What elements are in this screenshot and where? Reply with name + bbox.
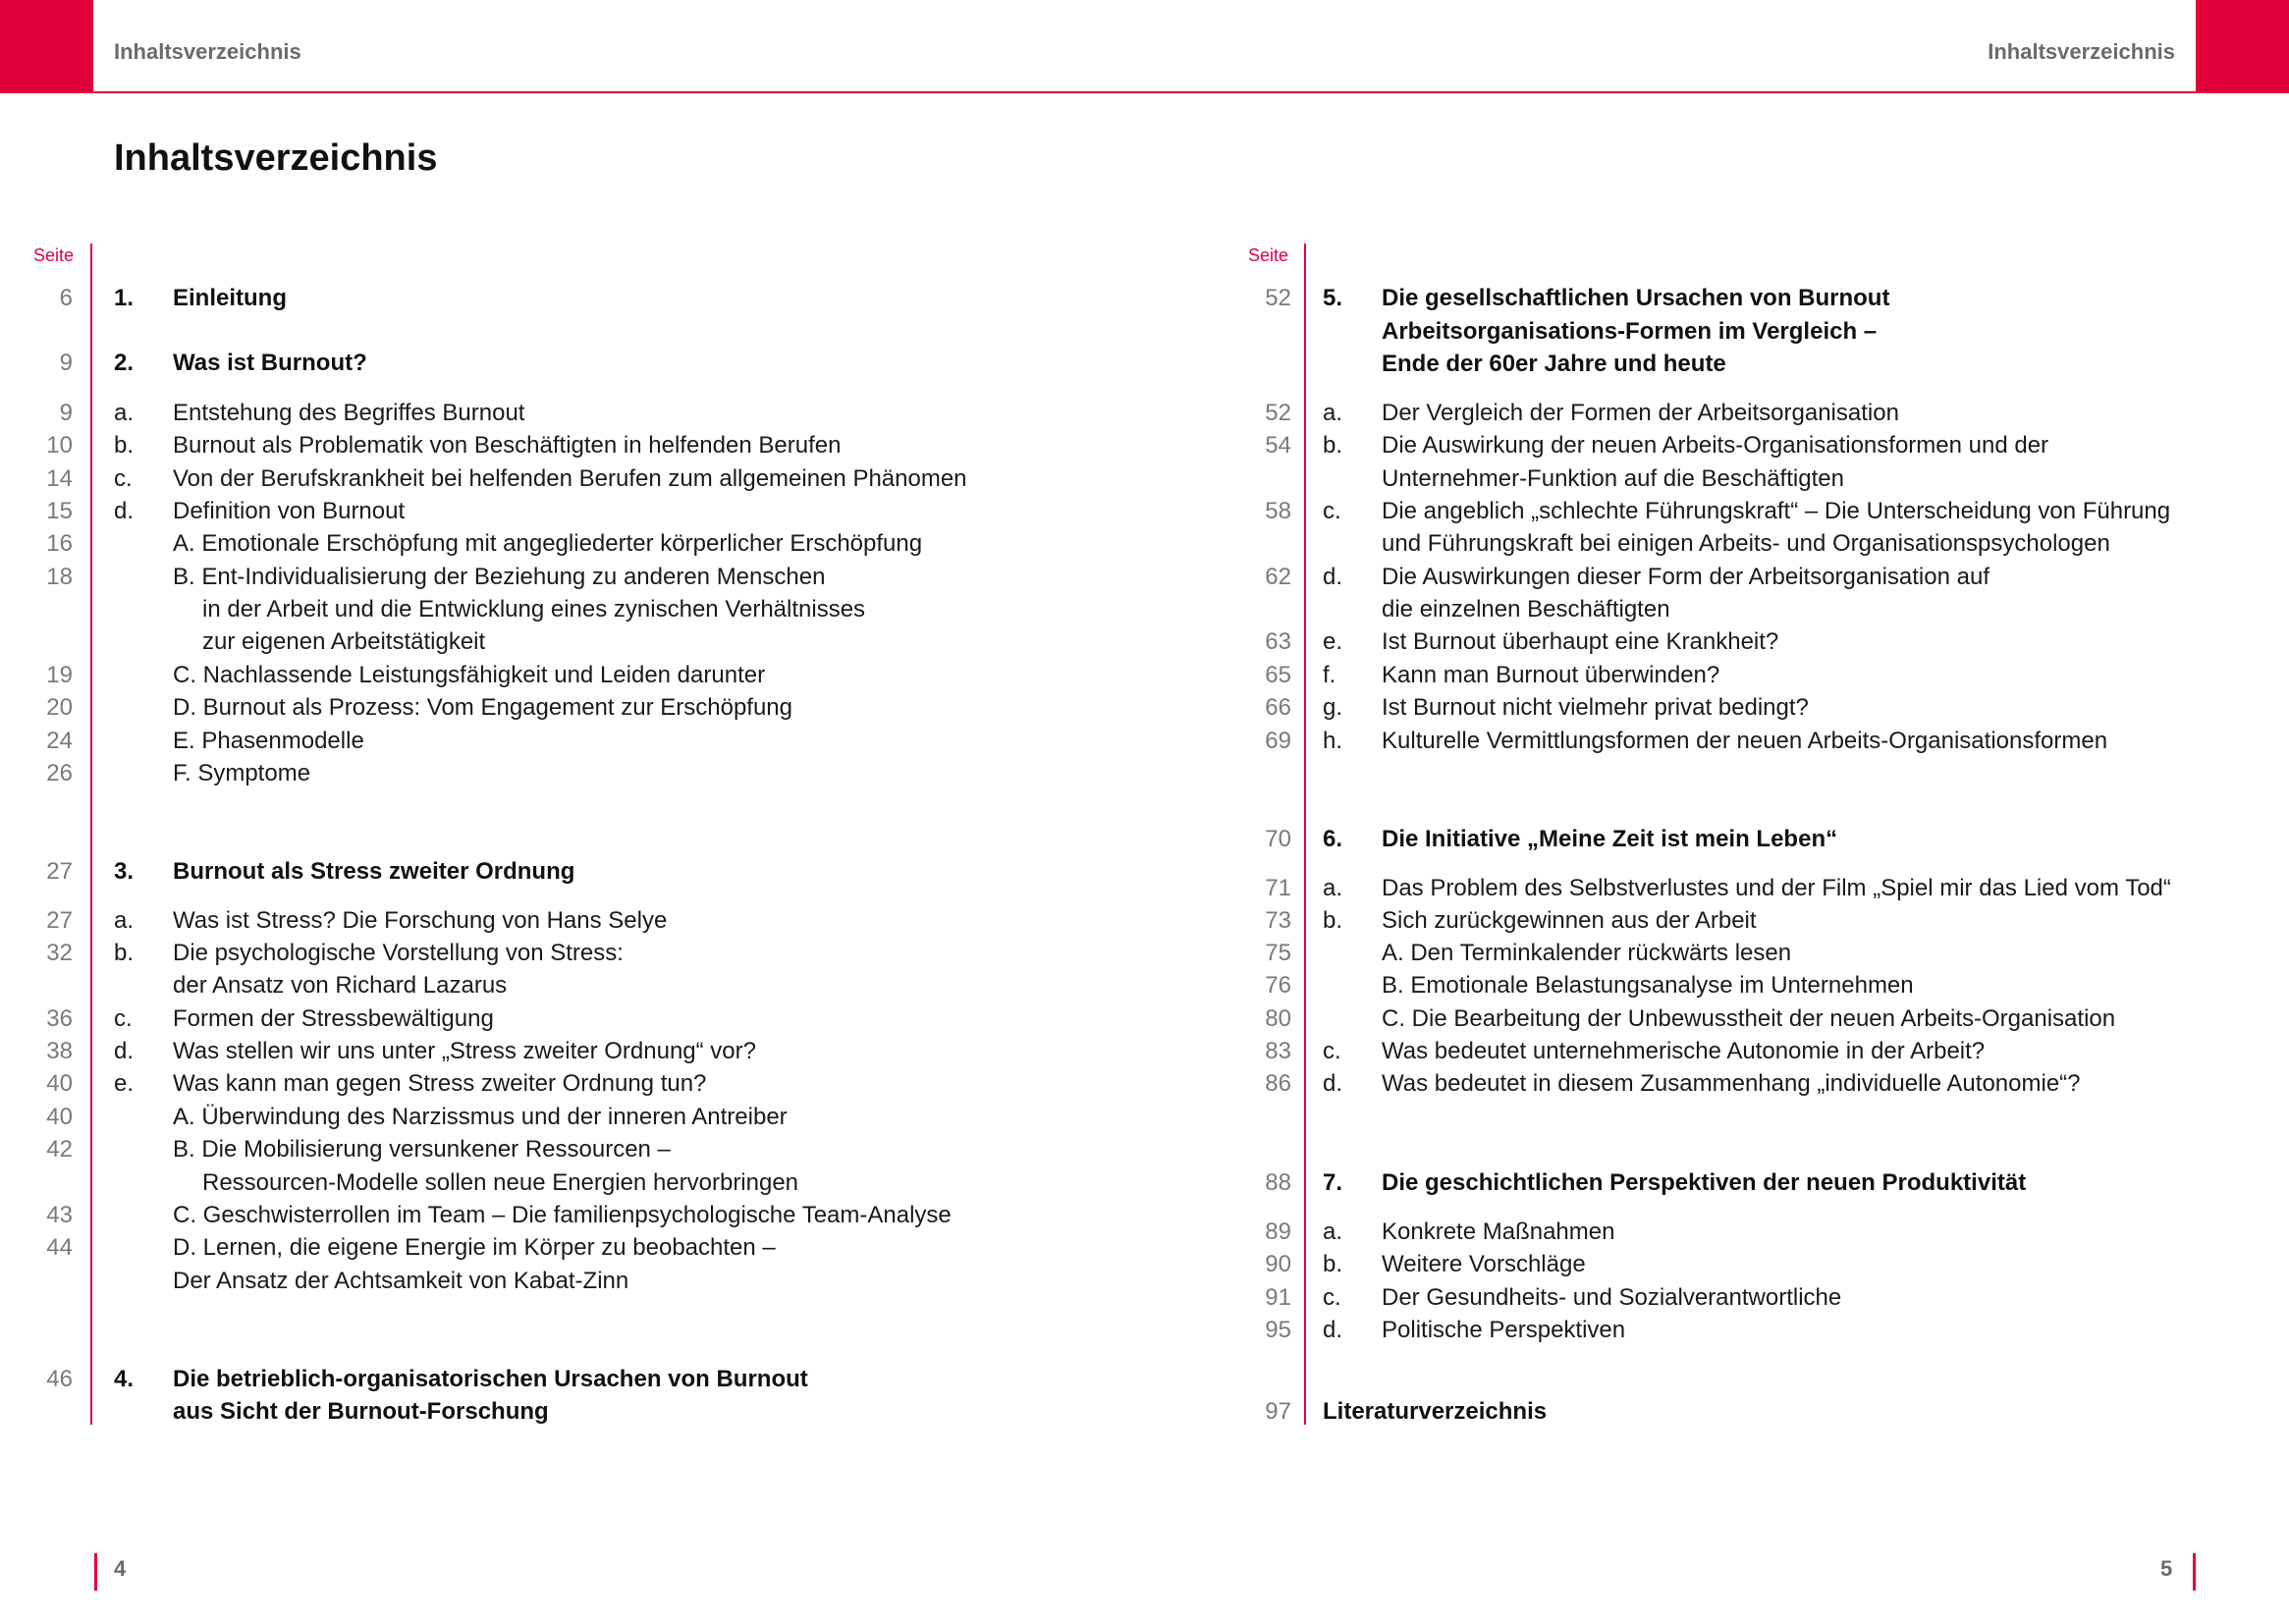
toc-entry-text[interactable]: Definition von Burnout: [173, 498, 406, 524]
seite-label-right: Seite: [1248, 245, 1289, 265]
toc-entry-label: d.: [114, 498, 135, 524]
toc-entry-label: 1.: [114, 285, 135, 311]
toc-page-number: 44: [46, 1234, 73, 1261]
toc-entry-label: c.: [1323, 1284, 1341, 1311]
toc-page-number: 40: [46, 1104, 73, 1130]
toc-entry-text[interactable]: Sich zurückgewinnen aus der Arbeit: [1382, 907, 1757, 934]
toc-entry-label: c.: [114, 1005, 133, 1032]
toc-entry-label: d.: [114, 1038, 135, 1064]
toc-chapter-title[interactable]: Was ist Burnout?: [173, 350, 367, 376]
toc-entry-text[interactable]: Die psychologische Vorstellung von Stress:: [173, 940, 624, 966]
toc-chapter-title[interactable]: Arbeitsorganisations-Formen im Vergleich –: [1382, 318, 1878, 345]
toc-entry-label: d.: [1323, 564, 1343, 590]
toc-entry-text[interactable]: Was bedeutet unternehmerische Autonomie in der Arbeit?: [1382, 1038, 1986, 1064]
toc-entry-text[interactable]: Die Auswirkungen dieser Form der Arbeitsorganisation auf: [1382, 564, 1989, 590]
toc-page-number: 69: [1265, 728, 1291, 754]
toc-entry-text[interactable]: Burnout als Problematik von Beschäftigten in helfenden Berufen: [173, 432, 842, 459]
toc-chapter-title[interactable]: Ende der 60er Jahre und heute: [1382, 351, 1726, 377]
toc-entry-label: g.: [1323, 694, 1343, 721]
toc-entry-text[interactable]: A. Den Terminkalender rückwärts lesen: [1382, 940, 1792, 966]
toc-page-number: 63: [1265, 628, 1291, 655]
footer-page-left: 4: [114, 1556, 127, 1581]
toc-entry-text[interactable]: D. Lernen, die eigene Energie im Körper zu beobachten –: [173, 1234, 776, 1261]
toc-page-number: 58: [1265, 498, 1291, 524]
toc-entry-label: c.: [1323, 498, 1341, 524]
toc-page-number: 88: [1265, 1169, 1291, 1196]
toc-chapter-title[interactable]: Die betrieblich-organisatorischen Ursachen von Burnout: [173, 1366, 808, 1392]
toc-entry-text[interactable]: Der Vergleich der Formen der Arbeitsorganisation: [1382, 400, 1899, 426]
footer-rule-left: [94, 1553, 97, 1591]
toc-entry-text[interactable]: der Ansatz von Richard Lazarus: [173, 972, 508, 999]
toc-page-number: 52: [1265, 400, 1291, 426]
toc-entry-text[interactable]: zur eigenen Arbeitstätigkeit: [202, 628, 486, 655]
toc-page-number: 90: [1265, 1251, 1291, 1277]
toc-page-number: 32: [46, 940, 73, 966]
toc-entry-label: d.: [1323, 1070, 1343, 1097]
toc-page-number: 66: [1265, 694, 1291, 721]
toc-page-number: 65: [1265, 662, 1291, 688]
toc-chapter-title[interactable]: Die gesellschaftlichen Ursachen von Burnout: [1382, 285, 1890, 311]
toc-chapter-title[interactable]: Burnout als Stress zweiter Ordnung: [173, 858, 575, 885]
toc-entry-label: a.: [1323, 1218, 1343, 1245]
toc-page-number: 46: [46, 1366, 73, 1392]
toc-page-number: 80: [1265, 1005, 1291, 1032]
header-rule: [93, 91, 2196, 93]
toc-entry-text[interactable]: B. Emotionale Belastungsanalyse im Unternehmen: [1382, 972, 1914, 999]
column-rule-left: [90, 244, 92, 1425]
toc-chapter-title[interactable]: Die geschichtlichen Perspektiven der neuen Produktivität: [1382, 1169, 2027, 1196]
toc-entry-label: c.: [114, 465, 133, 492]
toc-entry-label: d.: [1323, 1317, 1343, 1343]
header-corner-right: [2196, 0, 2289, 93]
toc-entry-label: b.: [1323, 432, 1343, 459]
toc-page-number: 20: [46, 694, 73, 721]
toc-entry-label: e.: [114, 1070, 135, 1097]
toc-page-number: 14: [46, 465, 73, 492]
toc-page-number: 15: [46, 498, 73, 524]
toc-entry-label: e.: [1323, 628, 1343, 655]
toc-page-number: 38: [46, 1038, 73, 1064]
toc-entry-label: b.: [114, 940, 135, 966]
toc-entry-label: a.: [1323, 400, 1343, 426]
toc-entry-text[interactable]: A. Emotionale Erschöpfung mit angegliederter körperlicher Erschöpfung: [173, 530, 923, 557]
toc-entry-text[interactable]: B. Die Mobilisierung versunkener Ressourcen –: [173, 1136, 671, 1163]
toc-page-number: 9: [59, 400, 73, 426]
toc-page-number: 86: [1265, 1070, 1291, 1097]
toc-page-number: 52: [1265, 285, 1291, 311]
toc-entry-text[interactable]: Weitere Vorschläge: [1382, 1251, 1586, 1277]
toc-entry-text[interactable]: Ist Burnout überhaupt eine Krankheit?: [1382, 628, 1779, 655]
toc-page-number: 24: [46, 728, 73, 754]
toc-entry-text[interactable]: Der Ansatz der Achtsamkeit von Kabat-Zinn: [173, 1268, 629, 1294]
toc-chapter-title[interactable]: Die Initiative „Meine Zeit ist mein Leben“: [1382, 826, 1838, 852]
toc-entry-text[interactable]: die einzelnen Beschäftigten: [1382, 596, 1670, 623]
toc-page-number: 83: [1265, 1038, 1291, 1064]
toc-page-number: 73: [1265, 907, 1291, 934]
toc-entry-text[interactable]: F. Symptome: [173, 760, 311, 786]
toc-entry-text[interactable]: Die angeblich „schlechte Führungskraft“ – Die Unterscheidung von Führung: [1382, 498, 2171, 524]
toc-entry-label: 3.: [114, 858, 135, 885]
toc-entry-text[interactable]: C. Die Bearbeitung der Unbewusstheit der neuen Arbeits-Organisation: [1382, 1005, 2116, 1032]
toc-page-number: 97: [1265, 1398, 1291, 1425]
toc-entry-text[interactable]: Unternehmer-Funktion auf die Beschäftigten: [1382, 465, 1844, 492]
toc-chapter-title[interactable]: Einleitung: [173, 285, 287, 311]
toc-entry-text[interactable]: B. Ent-Individualisierung der Beziehung zu anderen Menschen: [173, 564, 826, 590]
toc-entry-text[interactable]: Was kann man gegen Stress zweiter Ordnung tun?: [173, 1070, 707, 1097]
toc-page-number: 54: [1265, 432, 1291, 459]
toc-entry-label: 6.: [1323, 826, 1343, 852]
toc-page-number: 91: [1265, 1284, 1291, 1311]
toc-page-number: 42: [46, 1136, 73, 1163]
header-title-right: Inhaltsverzeichnis: [1988, 39, 2175, 64]
toc-entry-label: a.: [1323, 875, 1343, 901]
toc-chapter-title[interactable]: aus Sicht der Burnout-Forschung: [173, 1398, 549, 1425]
toc-entry-label: 4.: [114, 1366, 135, 1392]
toc-page-number: 43: [46, 1202, 73, 1228]
footer-page-right: 5: [2160, 1556, 2173, 1581]
toc-entry-label: h.: [1323, 728, 1343, 754]
toc-page-number: 26: [46, 760, 73, 786]
toc-page-number: 36: [46, 1005, 73, 1032]
toc-entry-text[interactable]: Formen der Stressbewältigung: [173, 1005, 494, 1032]
column-rule-right: [1304, 244, 1306, 1425]
toc-entry-text[interactable]: Das Problem des Selbstverlustes und der Film „Spiel mir das Lied vom Tod“: [1382, 875, 2171, 901]
toc-entry-text[interactable]: Konkrete Maßnahmen: [1382, 1218, 1615, 1245]
toc-entry-label: b.: [1323, 907, 1343, 934]
toc-page-number: 27: [46, 858, 73, 885]
toc-entry-text[interactable]: Was stellen wir uns unter „Stress zweiter Ordnung“ vor?: [173, 1038, 756, 1064]
toc-page-number: 10: [46, 432, 73, 459]
toc-entry-text[interactable]: Der Gesundheits- und Sozialverantwortliche: [1382, 1284, 1842, 1311]
seite-label-left: Seite: [33, 245, 75, 265]
toc-page-number: 95: [1265, 1317, 1291, 1343]
toc-entry-text[interactable]: Entstehung des Begriffes Burnout: [173, 400, 525, 426]
toc-entry-label: 7.: [1323, 1169, 1343, 1196]
toc-entry-label: a.: [114, 907, 135, 934]
toc-page-number: 16: [46, 530, 73, 557]
toc-entry-label: b.: [1323, 1251, 1343, 1277]
toc-page-number: 89: [1265, 1218, 1291, 1245]
toc-page-number: 19: [46, 662, 73, 688]
toc-page-number: 70: [1265, 826, 1291, 852]
toc-entry-text[interactable]: Politische Perspektiven: [1382, 1317, 1626, 1343]
header-title-left: Inhaltsverzeichnis: [114, 39, 301, 64]
toc-page-number: 6: [59, 285, 73, 311]
toc-entry-text[interactable]: in der Arbeit und die Entwicklung eines zynischen Verhältnisses: [202, 596, 866, 623]
toc-page-number: 62: [1265, 564, 1291, 590]
toc-page-number: 9: [59, 350, 73, 376]
toc-entry-label: c.: [1323, 1038, 1341, 1064]
toc-entry-text[interactable]: Von der Berufskrankheit bei helfenden Berufen zum allgemeinen Phänomen: [173, 465, 967, 492]
toc-entry-label: b.: [114, 432, 135, 459]
toc-entry-text[interactable]: Die Auswirkung der neuen Arbeits-Organisationsformen und der: [1382, 432, 2049, 459]
toc-entry-text[interactable]: A. Überwindung des Narzissmus und der inneren Antreiber: [173, 1104, 788, 1130]
toc-entry-text[interactable]: E. Phasenmodelle: [173, 728, 364, 754]
toc-page-number: 71: [1265, 875, 1291, 901]
toc-page-number: 27: [46, 907, 73, 934]
toc-page-number: 76: [1265, 972, 1291, 999]
toc-entry-text[interactable]: Ressourcen-Modelle sollen neue Energien hervorbringen: [202, 1169, 799, 1196]
toc-chapter-title[interactable]: Literaturverzeichnis: [1323, 1398, 1548, 1425]
toc-entry-label: f.: [1323, 662, 1336, 688]
toc-entry-text[interactable]: Ist Burnout nicht vielmehr privat bedingt?: [1382, 694, 1809, 721]
toc-entry-label: a.: [114, 400, 135, 426]
toc-entry-text[interactable]: Was bedeutet in diesem Zusammenhang „individuelle Autonomie“?: [1382, 1070, 2081, 1097]
page-title: Inhaltsverzeichnis: [114, 137, 438, 179]
toc-entry-text[interactable]: C. Nachlassende Leistungsfähigkeit und Leiden darunter: [173, 662, 766, 688]
toc-entry-label: 5.: [1323, 285, 1343, 311]
toc-entry-text[interactable]: C. Geschwisterrollen im Team – Die familienpsychologische Team-Analyse: [173, 1202, 952, 1228]
toc-entry-label: 2.: [114, 350, 135, 376]
toc-entry-text[interactable]: und Führungskraft bei einigen Arbeits- und Organisationspsychologen: [1382, 530, 2110, 557]
toc-entry-text[interactable]: D. Burnout als Prozess: Vom Engagement zur Erschöpfung: [173, 694, 792, 721]
header-corner-left: [0, 0, 93, 93]
toc-entry-text[interactable]: Kann man Burnout überwinden?: [1382, 662, 1720, 688]
toc-page-number: 40: [46, 1070, 73, 1097]
toc-entry-text[interactable]: Was ist Stress? Die Forschung von Hans Selye: [173, 907, 668, 934]
toc-page-number: 75: [1265, 940, 1291, 966]
toc-page-number: 18: [46, 564, 73, 590]
toc-entry-text[interactable]: Kulturelle Vermittlungsformen der neuen Arbeits-Organisationsformen: [1382, 728, 2108, 754]
footer-rule-right: [2193, 1553, 2196, 1591]
